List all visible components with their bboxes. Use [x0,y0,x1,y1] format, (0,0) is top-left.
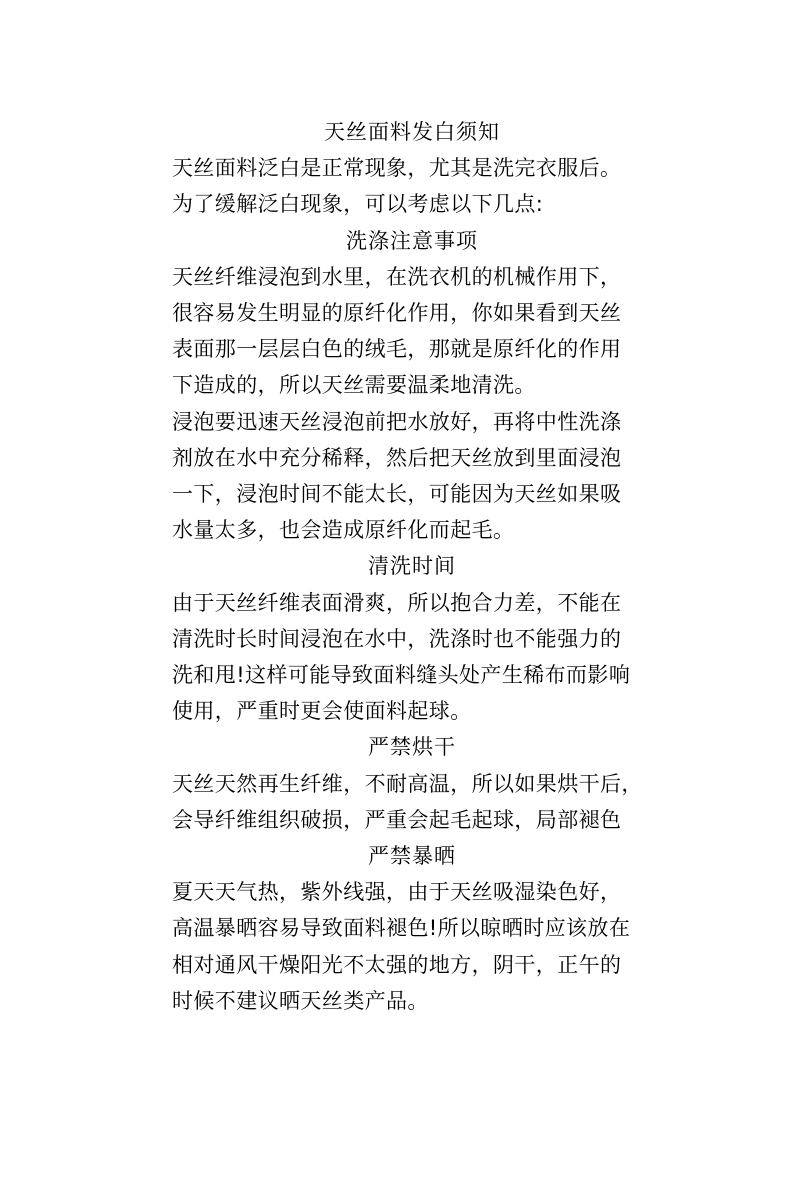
text-line: 下造成的，所以天丝需要温柔地清洗。 [172,373,536,398]
text-line: 很容易发生明显的原纤化作用，你如果看到天丝 [172,301,622,326]
text-line: 高温暴晒容易导致面料褪色!所以晾晒时应该放在 [172,916,631,941]
text-line: 为了缓解泛白现象，可以考虑以下几点: [172,192,544,217]
document-title: 天丝面料发白须知 [324,120,500,144]
intro-paragraph [172,150,652,222]
section-paragraph [172,404,652,549]
section-heading-washing: 洗涤注意事项 [346,228,478,253]
text-line: 会导纤维组织破损，严重会起毛起球，局部褪色 [172,807,622,832]
section-paragraph [172,259,652,404]
text-line: 时候不建议晒天丝类产品。 [172,988,429,1013]
document-body [172,114,652,1019]
text-line: 浸泡要迅速天丝浸泡前把水放好，再将中性洗涤 [172,409,622,434]
text-line: 水量太多，也会造成原纤化而起毛。 [172,518,515,543]
text-line: 使用，严重时更会使面料起球。 [172,699,472,724]
section-paragraph [172,874,652,1019]
text-line: 一下，浸泡时间不能太长，可能因为天丝如果吸 [172,482,622,507]
text-line: 天丝纤维浸泡到水里，在洗衣机的机械作用下， [172,264,622,289]
section-heading-wash-time: 清洗时间 [368,554,456,579]
section-paragraph [172,585,652,730]
text-line: 清洗时长时间浸泡在水中，洗涤时也不能强力的 [172,626,622,651]
text-line: 天丝面料泛白是正常现象，尤其是洗完衣服后。 [172,156,622,181]
section-heading-no-sun: 严禁暴晒 [368,844,456,869]
text-line: 剂放在水中充分稀释，然后把天丝放到里面浸泡 [172,445,622,470]
text-line: 夏天天气热，紫外线强，由于天丝吸湿染色好， [172,880,622,905]
section-paragraph [172,766,652,838]
text-line: 相对通风干燥阳光不太强的地方，阴干，正午的 [172,952,622,977]
text-line: 表面那一层层白色的绒毛，那就是原纤化的作用 [172,337,622,362]
text-line: 天丝天然再生纤维，不耐高温，所以如果烘干后， [172,771,643,796]
text-line: 由于天丝纤维表面滑爽，所以抱合力差，不能在 [172,590,622,615]
section-heading-no-drying: 严禁烘干 [368,735,456,760]
text-line: 洗和甩!这样可能导致面料缝头处产生稀布而影响 [172,663,631,688]
